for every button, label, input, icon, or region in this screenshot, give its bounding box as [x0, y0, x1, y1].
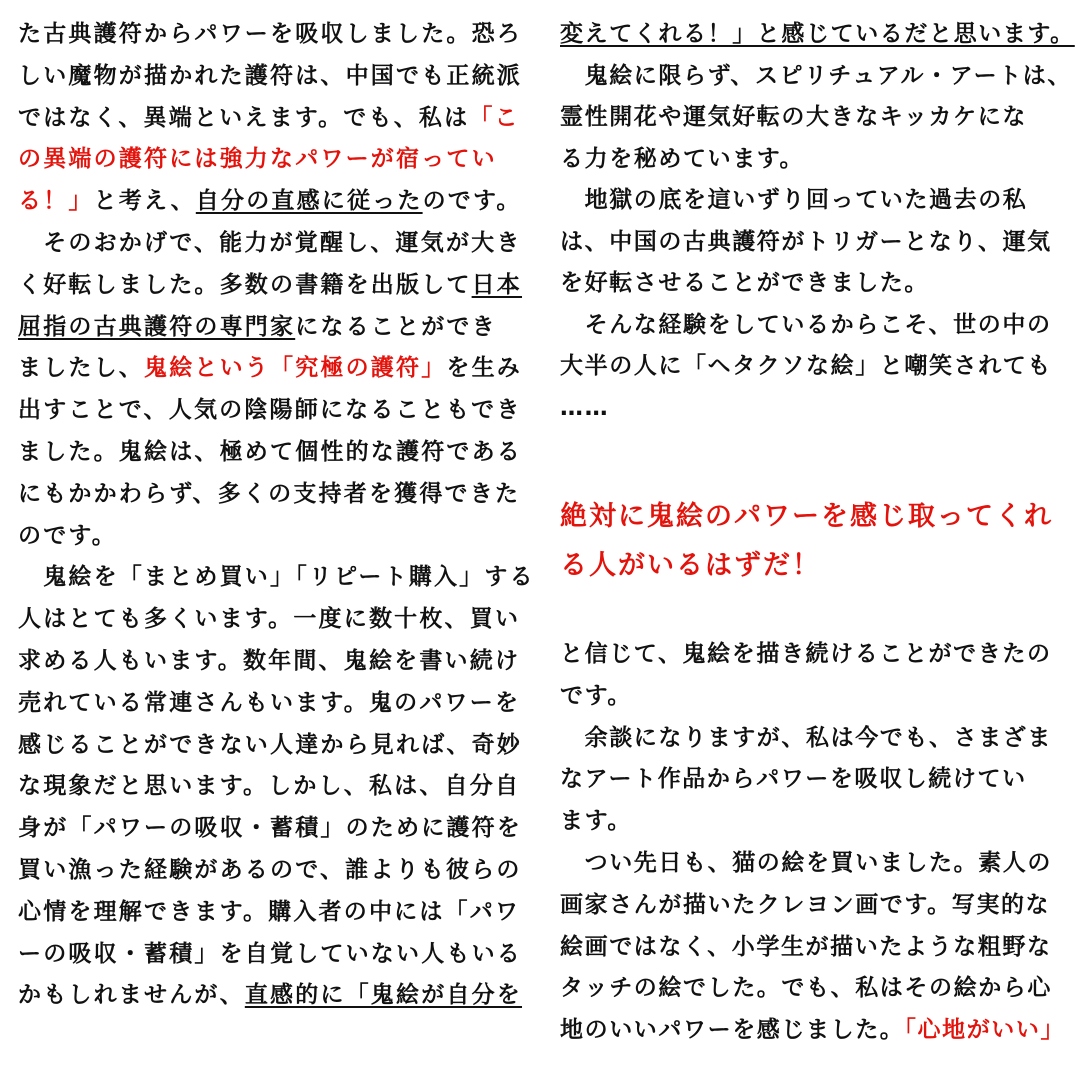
text-segment: 感じることができない人達から見れば、奇妙	[18, 731, 522, 758]
text-segment: ーの吸収・蓄積」を自覚していない人もいる	[18, 940, 522, 967]
highlight-heading: る人がいるはずだ！	[560, 550, 821, 581]
text-line	[18, 855, 522, 885]
text-line	[560, 764, 1027, 794]
text-line	[18, 813, 522, 843]
text-line	[18, 186, 522, 216]
text-segment: な現象だと思います。しかし、私は、自分自	[18, 773, 521, 800]
text-line	[18, 312, 497, 342]
text-line	[18, 61, 522, 91]
text-line	[18, 228, 522, 258]
text-segment: ……	[560, 394, 610, 421]
text-segment: る力を秘めています。	[560, 145, 805, 172]
text-segment: かもしれませんが、	[18, 982, 245, 1009]
text-line	[18, 144, 497, 174]
text-segment: 出すことで、人気の陰陽師になることもでき	[18, 397, 522, 424]
text-segment: 地獄の底を這いずり回っていた過去の私	[560, 187, 1028, 213]
text-line	[18, 353, 522, 383]
text-segment: になることができ	[295, 313, 497, 340]
text-segment: タッチの絵でした。でも、私はその絵から心	[560, 975, 1052, 1002]
text-segment: 絵画ではなく、小学生が描いたような粗野な	[560, 933, 1052, 960]
text-line	[560, 973, 1052, 1003]
text-line	[18, 688, 520, 718]
text-segment: は、中国の古典護符がトリガーとなり、運気	[560, 228, 1052, 255]
text-segment: そんな経験をしているからこそ、世の中の	[560, 311, 1052, 338]
text-segment: つい先日も、猫の絵を買いました。素人の	[560, 850, 1052, 876]
text-line	[18, 562, 535, 592]
text-line	[560, 268, 929, 298]
underlined-text: 直感的に「鬼絵が自分を	[244, 982, 523, 1009]
text-segment: なアート作品からパワーを吸収し続けてい	[560, 766, 1027, 793]
highlight-heading: 絶対に鬼絵のパワーを感じ取ってくれ	[560, 501, 1053, 532]
text-line	[18, 646, 520, 676]
text-segment: を好転させることができました。	[560, 270, 929, 296]
text-segment: ましたし、	[18, 355, 144, 382]
text-segment: 鬼絵を「まとめ買い」「リピート購入」する	[18, 564, 535, 591]
text-line	[560, 351, 1052, 381]
text-segment: 心情を理解できます。購入者の中には「パワ	[18, 898, 521, 925]
text-segment: のです。	[422, 188, 522, 215]
text-segment: ではなく、異端といえます。でも、私は	[18, 104, 470, 131]
text-line	[18, 103, 520, 133]
text-line	[18, 395, 522, 425]
text-segment: のです。	[18, 522, 117, 549]
underlined-text: 変えてくれる！」と感じているだと思います。	[560, 21, 1075, 47]
underlined-text: 自分の直感に従った	[195, 188, 423, 215]
text-line	[560, 806, 632, 836]
text-segment: と考え、	[93, 188, 196, 215]
text-line	[18, 771, 520, 801]
emphasis-text: る！」	[18, 188, 94, 215]
text-line	[18, 437, 522, 467]
text-line	[560, 310, 1052, 340]
text-segment: た古典護符からパワーを吸収しました。恐ろ	[18, 21, 522, 47]
text-line	[560, 102, 1027, 132]
text-segment: です。	[560, 682, 632, 709]
text-line	[560, 890, 1050, 920]
text-segment: を生み	[446, 355, 523, 382]
text-line	[18, 19, 522, 49]
emphasis-text: 鬼絵という「究極の護符」	[144, 355, 447, 382]
text-line	[560, 393, 609, 423]
text-segment: 鬼絵に限らず、スピリチュアル・アートは、	[560, 62, 1072, 89]
text-segment: 求める人もいます。数年間、鬼絵を書い続け	[18, 648, 521, 674]
text-line	[18, 479, 520, 509]
text-line	[560, 681, 632, 711]
text-line	[560, 61, 1072, 91]
text-line	[18, 604, 520, 634]
text-segment: 大半の人に「ヘタクソな絵」と嘲笑されても	[560, 353, 1052, 379]
text-line	[18, 897, 520, 927]
text-segment: にもかかわらず、多くの支持者を獲得できた	[18, 480, 521, 507]
text-line	[18, 980, 522, 1010]
text-segment: 画家さんが描いたクレヨン画です。写実的な	[560, 891, 1051, 918]
text-line	[560, 185, 1027, 215]
text-line	[18, 521, 117, 551]
text-line	[560, 19, 1075, 49]
underlined-text: 屈指の古典護符の専門家	[18, 313, 296, 340]
text-segment: 余談になりますが、私は今でも、さまざま	[560, 724, 1052, 751]
text-segment: 人はとても多くいます。一度に数十枚、買い	[18, 606, 521, 633]
text-line	[560, 144, 804, 174]
text-line	[560, 1015, 1065, 1045]
text-segment: と信じて、鬼絵を描き続けることができたの	[560, 641, 1052, 667]
text-segment: ました。鬼絵は、極めて個性的な護符である	[18, 439, 522, 465]
underlined-text: 日本	[471, 271, 523, 298]
emphasis-text: 「心地がいい」	[904, 1017, 1066, 1044]
text-line	[18, 939, 522, 969]
text-segment: 霊性開花や運気好転の大きなキッカケにな	[560, 104, 1027, 130]
text-segment: く好転しました。多数の書籍を出版して	[18, 271, 472, 298]
text-segment: そのおかげで、能力が覚醒し、運気が大き	[18, 230, 522, 256]
text-line	[560, 227, 1052, 257]
text-segment: 売れている常連さんもいます。鬼のパワーを	[18, 689, 521, 716]
text-line	[560, 932, 1052, 962]
text-segment: 地のいいパワーを感じました。	[560, 1017, 905, 1044]
text-segment: 身が「パワーの吸収・蓄積」のために護符を	[18, 815, 522, 842]
text-line	[560, 723, 1052, 753]
text-line	[560, 848, 1052, 878]
text-line	[18, 270, 522, 300]
text-line	[18, 730, 522, 760]
text-segment: しい魔物が描かれた護符は、中国でも正統派	[18, 62, 522, 89]
text-segment: 買い漁った経験があるので、誰よりも彼らの	[18, 857, 522, 883]
emphasis-text: 「こ	[469, 104, 520, 131]
text-segment: ます。	[560, 808, 632, 835]
text-line	[560, 639, 1052, 669]
emphasis-text: の異端の護符には強力なパワーが宿ってい	[18, 146, 497, 173]
